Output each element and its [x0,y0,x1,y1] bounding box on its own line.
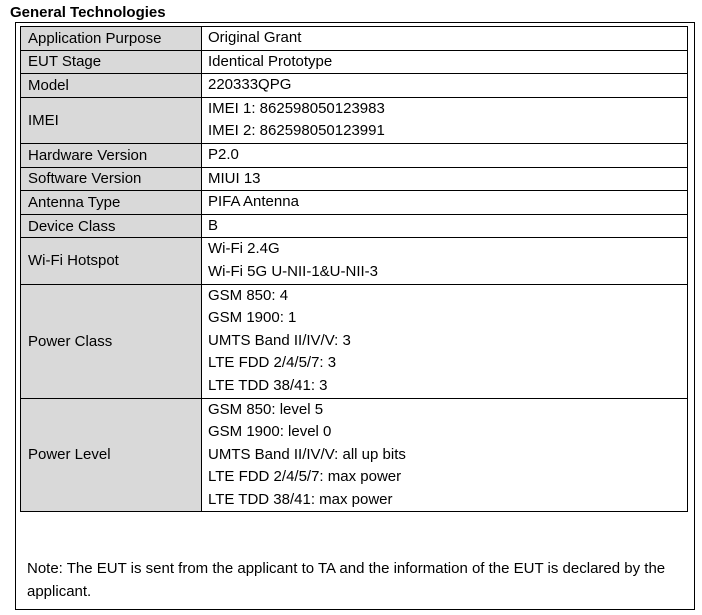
value-line: LTE TDD 38/41: 3 [208,376,328,394]
table-row [21,97,688,143]
value-line: P2.0 [208,145,239,163]
value-line: Identical Prototype [208,52,333,70]
value-line: B [208,216,219,234]
value-line: LTE FDD 2/4/5/7: 3 [208,354,337,372]
value-line: Wi-Fi 5G U-NII-1&U-NII-3 [208,262,378,280]
row-label: Hardware Version [21,143,202,167]
value-line: PIFA Antenna [208,193,299,211]
row-label: EUT Stage [21,50,202,74]
row-value [202,97,688,143]
section-title: General Technologies [10,4,166,21]
value-line: GSM 850: level 5 [208,400,324,418]
row-value [202,167,688,191]
table-row [21,238,688,284]
value-line: IMEI 1: 862598050123983 [208,99,385,117]
row-value [202,214,688,238]
table-row [21,191,688,215]
table-row [21,50,688,74]
note-text: Note: The EUT is sent from the applicant to TA and the information of the EUT is declared by the applicant. [27,560,666,600]
value-line: LTE FDD 2/4/5/7: max power [208,468,402,486]
row-label: Wi-Fi Hotspot [21,238,202,284]
row-value [202,74,688,98]
value-line: Wi-Fi 2.4G [208,240,280,258]
table-row [21,398,688,512]
table-row [21,27,688,51]
value-line: UMTS Band II/IV/V: 3 [208,331,351,349]
table-row [21,284,688,398]
row-label: Power Level [21,398,202,512]
row-label: Model [21,74,202,98]
value-line: GSM 1900: level 0 [208,423,332,441]
row-label: Device Class [21,214,202,238]
row-label: Antenna Type [21,191,202,215]
value-line: GSM 850: 4 [208,286,289,304]
table-row [21,167,688,191]
table-row [21,143,688,167]
row-value [202,238,688,284]
row-label: Power Class [21,284,202,398]
row-value [202,50,688,74]
spec-table [20,26,688,512]
row-value [202,143,688,167]
value-line: IMEI 2: 862598050123991 [208,122,385,140]
row-value [202,284,688,398]
row-label: IMEI [21,97,202,143]
row-value [202,398,688,512]
value-line: 220333QPG [208,76,292,94]
row-value [202,191,688,215]
value-line: MIUI 13 [208,169,261,187]
value-line: LTE TDD 38/41: max power [208,490,393,508]
table-row [21,214,688,238]
row-label: Software Version [21,167,202,191]
table-row [21,74,688,98]
value-line: Original Grant [208,29,302,46]
row-label: Application Purpose [21,27,202,51]
row-value [202,27,688,51]
value-line: GSM 1900: 1 [208,309,297,327]
value-line: UMTS Band II/IV/V: all up bits [208,445,406,463]
